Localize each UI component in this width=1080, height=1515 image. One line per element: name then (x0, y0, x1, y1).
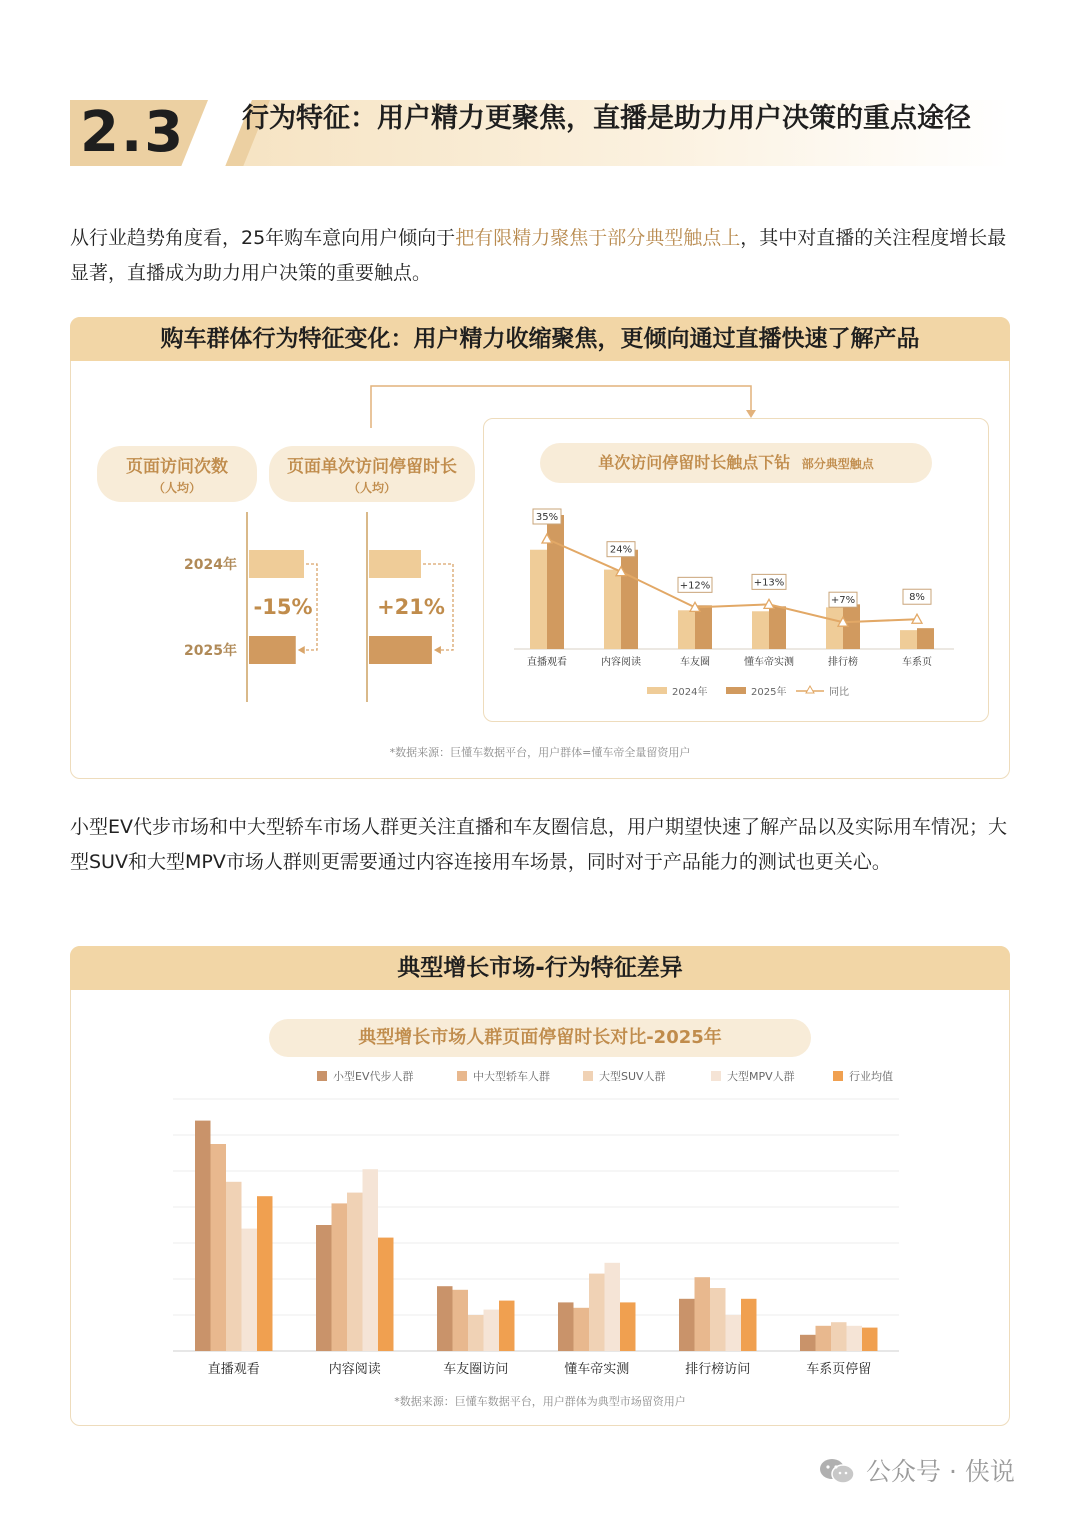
yoy-label: +7% (830, 595, 856, 607)
market-bar (726, 1315, 742, 1351)
bar-2025 (621, 550, 638, 649)
market-bar (589, 1274, 605, 1351)
change-arrow (298, 646, 305, 654)
change-arrow (434, 646, 441, 654)
drilldown-pill-title: 单次访问停留时长触点下钻 (598, 453, 791, 472)
category-label: 车系页 (902, 657, 932, 668)
legend-label: 小型EV代步人群 (333, 1070, 414, 1083)
bar-2025 (369, 636, 432, 664)
market-bar (211, 1144, 227, 1351)
category-label: 排行榜访问 (685, 1362, 751, 1377)
legend-swatch (711, 1071, 721, 1081)
wechat-icon (818, 1456, 856, 1486)
category-label: 车友圈 (680, 657, 710, 668)
market-diff-card-header: 典型增长市场-行为特征差异 (70, 946, 1010, 990)
market-bar (468, 1315, 484, 1351)
section-title: 行为特征：用户精力更聚焦，直播是助力用户决策的重点途径 (242, 103, 971, 134)
market-bar (695, 1277, 711, 1351)
duration-pill-sub: （人均） (347, 481, 396, 495)
market-bar (484, 1310, 500, 1351)
market-paragraph: 小型EV代步市场和中大型轿车市场人群更关注直播和车友圈信息，用户期望快速了解产品以及实际用车情况；大型SUV和大型MPV市场人群则更需要通过内容连接用车场景，同时对于产品能力的测试也更关心。 (70, 816, 1008, 873)
drilldown-pill (540, 443, 932, 483)
card2-source-note: *数据来源：巨懂车数据平台，用户群体为典型市场留资用户 (394, 1395, 686, 1408)
market-chart-title: 典型增长市场人群页面停留时长对比-2025年 (358, 1027, 722, 1048)
market-bar (741, 1299, 757, 1351)
market-bar (847, 1326, 863, 1351)
visits-pill-title: 页面访问次数 (126, 457, 228, 477)
behavior-change-card-header: 购车群体行为特征变化：用户精力收缩聚焦，更倾向通过直播快速了解产品 (70, 317, 1010, 361)
section-number: 2.3 (80, 100, 186, 165)
duration-chart (307, 506, 477, 706)
market-bar (862, 1328, 878, 1351)
bar-2024 (678, 610, 695, 649)
intro-paragraph (70, 221, 1010, 291)
market-chart-title-pill (269, 1019, 811, 1057)
market-bar (574, 1308, 590, 1351)
market-bar (332, 1203, 348, 1351)
market-bar (316, 1225, 332, 1351)
market-chart (161, 1059, 921, 1393)
market-bar (347, 1193, 363, 1351)
legend-swatch-2025 (726, 687, 746, 694)
legend-label-2024: 2024年 (672, 687, 708, 698)
bar-2025 (917, 628, 934, 649)
legend-label: 中大型轿车人群 (473, 1070, 550, 1083)
bar-2025 (547, 515, 564, 649)
market-bar (816, 1326, 832, 1351)
section-header (70, 100, 1010, 166)
market-bar (831, 1322, 847, 1351)
visits-chart (101, 506, 313, 706)
category-label: 排行榜 (828, 657, 858, 668)
bar-2024 (826, 607, 843, 649)
market-diff-card (70, 946, 1010, 1426)
year-label: 2025年 (184, 643, 237, 659)
category-label: 懂车帝实测 (564, 1362, 630, 1377)
market-bar (257, 1196, 273, 1351)
legend-swatch-2024 (647, 687, 667, 694)
market-bar (437, 1286, 453, 1351)
watermark-text: 公众号 · 侠说 (866, 1457, 1015, 1486)
market-bar (620, 1302, 636, 1351)
legend-swatch (583, 1071, 593, 1081)
bar-2024 (369, 550, 421, 578)
bar-2025 (769, 606, 786, 649)
duration-pill (269, 446, 475, 502)
legend-label-2025: 2025年 (751, 687, 787, 698)
bar-2024 (249, 550, 304, 578)
market-bar (226, 1182, 242, 1351)
intro-text-before: 从行业趋势角度看，25年购车意向用户倾向于 (70, 227, 456, 249)
touchpoint-chart (484, 489, 988, 721)
market-bar (195, 1121, 211, 1351)
market-bar (679, 1299, 695, 1351)
intro-highlight: 把有限精力聚焦于部分典型触点上 (455, 227, 741, 249)
yoy-line (547, 539, 917, 622)
category-label: 内容阅读 (601, 657, 641, 668)
category-label: 内容阅读 (328, 1362, 381, 1377)
category-label: 车友圈访问 (443, 1362, 509, 1377)
market-bar (605, 1263, 621, 1351)
category-label: 直播观看 (207, 1362, 260, 1377)
bar-2024 (604, 570, 621, 649)
category-label: 直播观看 (527, 657, 567, 668)
year-label: 2024年 (184, 557, 237, 573)
duration-pill-title: 页面单次访问停留时长 (287, 457, 457, 477)
legend-swatch (317, 1071, 327, 1081)
bar-2024 (752, 611, 769, 649)
visits-change-label: -15% (253, 595, 313, 619)
drilldown-pill-sub: 部分典型触点 (801, 457, 874, 471)
market-bar (363, 1169, 379, 1351)
legend-label: 大型MPV人群 (727, 1070, 795, 1083)
visits-pill (97, 446, 257, 502)
category-label: 车系页停留 (806, 1362, 872, 1377)
card1-source-note: *数据来源：巨懂车数据平台，用户群体=懂车帝全量留资用户 (389, 746, 691, 759)
market-bar (378, 1238, 394, 1351)
yoy-label: +12% (679, 580, 711, 592)
market-bar (242, 1229, 258, 1351)
market-bar (800, 1335, 816, 1351)
legend-swatch (833, 1071, 843, 1081)
legend-swatch (457, 1071, 467, 1081)
bar-2024 (530, 550, 547, 649)
intro-text-after: ，其中对直播的关注程度增长最显著，直播成为助力用户决策的重要触点。 (70, 227, 1007, 284)
visits-pill-sub: （人均） (152, 481, 201, 495)
market-bar (499, 1301, 515, 1351)
yoy-label: +13% (753, 577, 785, 589)
market-bar (558, 1302, 574, 1351)
legend-marker-yoy (806, 686, 814, 693)
drilldown-panel (483, 418, 989, 722)
category-label: 懂车帝实测 (744, 657, 794, 668)
behavior-change-card (70, 317, 1010, 779)
yoy-label: 35% (535, 512, 559, 523)
market-bar (453, 1290, 469, 1351)
legend-label: 行业均值 (849, 1070, 893, 1083)
yoy-label: 24% (609, 544, 633, 556)
legend-label-yoy: 同比 (829, 687, 849, 698)
legend-label: 大型SUV人群 (599, 1070, 666, 1083)
market-bar (710, 1288, 726, 1351)
bar-2024 (900, 630, 917, 649)
duration-change-label: +21% (377, 595, 445, 619)
bar-2025 (249, 636, 296, 664)
yoy-label: 8% (909, 592, 925, 604)
